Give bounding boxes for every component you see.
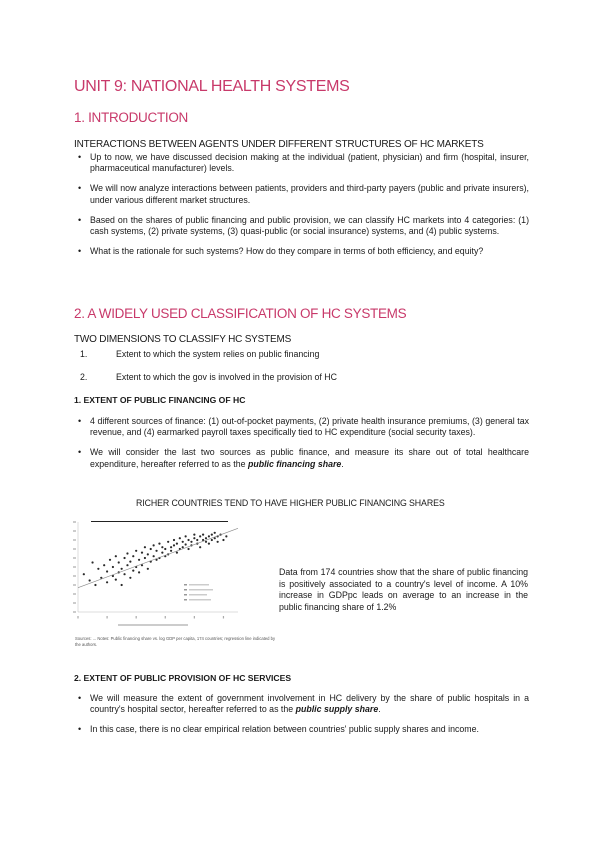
legend-label (189, 584, 209, 586)
scatter-point (202, 534, 204, 536)
list-item: • We will now analyze interactions between patients, providers and third-party payers (public and private insurers), under various different market structures. (74, 183, 529, 206)
scatter-point (199, 535, 201, 537)
scatter-point (205, 537, 207, 539)
scatter-point (126, 552, 128, 554)
scatter-point (211, 534, 213, 536)
y-tick (73, 611, 76, 612)
x-axis-ticks (77, 616, 224, 619)
scatter-point (179, 537, 181, 539)
dimension-text: Extent to which the system relies on public financing (116, 349, 320, 359)
scatter-point (199, 546, 201, 548)
scatter-point (167, 541, 169, 543)
scatter-point (173, 544, 175, 546)
scatter-point (103, 564, 105, 566)
trend-line (78, 528, 238, 587)
x-tick (136, 616, 137, 619)
scatter-point (161, 552, 163, 554)
intro-bullet-list (74, 152, 529, 266)
legend-swatch (184, 599, 187, 601)
list-item: • Up to now, we have discussed decision making at the individual (patient, physician) and firm (hospital, insurer, pharmaceutical manufacturer) levels. (74, 152, 529, 175)
y-tick (73, 602, 76, 603)
list-item: • 4 different sources of finance: (1) out-of-pocket payments, (2) private health insurance premiums, (3) general tax revenue, and (4) earmarked payroll taxes specifically tied to HC expenditure (social security taxes). (74, 416, 529, 439)
list-item: • We will measure the extent of government involvement in HC delivery by the share of public hospitals in a country's hospital sector, hereafter referred to as the public supply share. (74, 693, 529, 716)
legend-swatch (184, 584, 187, 586)
scatter-point (173, 539, 175, 541)
chart-explanation-text: Data from 174 countries show that the share of public financing is positively associated to a country's level of income. A 10% increase in GDPpc leads on average to an increase in the public financing share of 1.2% (279, 567, 528, 612)
list-item: • In this case, there is no clear empirical relation between countries' public supply shares and income. (74, 724, 529, 735)
scatter-point (138, 559, 140, 561)
list-item: • What is the rationale for such systems? How do they compare in terms of both efficiency, and equity? (74, 246, 529, 257)
y-tick (73, 521, 76, 522)
scatter-point (182, 546, 184, 548)
provision-heading: 2. EXTENT OF PUBLIC PROVISION OF HC SERVICES (74, 673, 292, 683)
scatter-point (190, 541, 192, 543)
dimension-item-1 (80, 349, 480, 361)
x-tick (165, 616, 166, 619)
public-financing-scatter-chart (72, 520, 242, 632)
y-tick (73, 566, 76, 567)
section-2-subheading: TWO DIMENSIONS TO CLASSIFY HC SYSTEMS (74, 334, 292, 345)
scatter-point (185, 543, 187, 545)
list-item: • We will consider the last two sources as public finance, and measure its share out of total healthcare expenditure, hereafter referred to as the public financing share. (74, 447, 529, 470)
scatter-point (83, 573, 85, 575)
scatter-point (132, 555, 134, 557)
public-supply-share-term: public supply share (295, 704, 379, 715)
x-tick (223, 616, 224, 619)
scatter-point (97, 568, 99, 570)
scatter-point (141, 552, 143, 554)
scatter-point (112, 566, 114, 568)
scatter-point (214, 532, 216, 534)
y-tick (73, 575, 76, 576)
scatter-point (182, 541, 184, 543)
scatter-point (208, 535, 210, 537)
public-financing-share-term: public financing share (247, 458, 342, 469)
scatter-point (187, 539, 189, 541)
scatter-point (89, 579, 91, 581)
scatter-point (187, 548, 189, 550)
scatter-point (217, 541, 219, 543)
scatter-point (193, 537, 195, 539)
provision-bullet-list (74, 693, 529, 744)
scatter-point (109, 559, 111, 561)
scatter-point (138, 571, 140, 573)
scatter-point (91, 561, 93, 563)
scatter-point (205, 541, 207, 543)
scatter-point (161, 546, 163, 548)
y-tick (73, 593, 76, 594)
scatter-point (185, 535, 187, 537)
dimension-number: 1. (80, 349, 88, 359)
scatter-point (123, 573, 125, 575)
scatter-point (123, 557, 125, 559)
page-title: UNIT 9: NATIONAL HEALTH SYSTEMS (74, 78, 350, 95)
dimension-item-2 (80, 372, 480, 384)
x-tick (77, 616, 78, 619)
scatter-point (121, 584, 123, 586)
scatter-point (222, 539, 224, 541)
y-axis-ticks (73, 521, 76, 612)
scatter-point (153, 544, 155, 546)
scatter-point (211, 539, 213, 541)
scatter-point (170, 546, 172, 548)
scatter-point (132, 570, 134, 572)
scatter-point (118, 561, 120, 563)
section-2-heading: 2. A WIDELY USED CLASSIFICATION OF HC SYSTEMS (74, 306, 407, 321)
x-axis-label (118, 624, 188, 626)
scatter-point (196, 539, 198, 541)
legend-label (189, 599, 211, 601)
scatter-point (129, 577, 131, 579)
financing-heading: 1. EXTENT OF PUBLIC FINANCING OF HC (74, 395, 246, 405)
legend-label (189, 589, 213, 591)
x-tick (106, 616, 107, 619)
chart-source-note: Sources: ... Notes: Public financing share vs. log GDP per capita, 174 countries; regression line indicated by the authors. (75, 636, 276, 647)
section-1-subheading: INTERACTIONS BETWEEN AGENTS UNDER DIFFERENT STRUCTURES OF HC MARKETS (74, 139, 484, 150)
list-item: • Based on the shares of public financing and public provision, we can classify HC markets into 4 categories: (1) cash systems, (2) private systems, (3) quasi-public (or social insurance) systems, and (4) public systems. (74, 215, 529, 238)
scatter-point (158, 543, 160, 545)
scatter-point (147, 568, 149, 570)
y-tick (73, 584, 76, 585)
chart-legend (184, 584, 213, 601)
scatter-point (164, 548, 166, 550)
scatter-point (106, 570, 108, 572)
scatter-point (115, 579, 117, 581)
scatter-point (225, 535, 227, 537)
legend-label (189, 594, 207, 596)
scatter-point (176, 552, 178, 554)
scatter-point (144, 546, 146, 548)
x-tick (194, 616, 195, 619)
scatter-point (176, 543, 178, 545)
scatter-point (106, 581, 108, 583)
scatter-point (155, 550, 157, 552)
dimension-number: 2. (80, 372, 88, 382)
legend-swatch (184, 589, 187, 591)
y-tick (73, 530, 76, 531)
section-1-heading: 1. INTRODUCTION (74, 110, 189, 125)
scatter-point (121, 568, 123, 570)
y-tick (73, 548, 76, 549)
scatter-point (126, 564, 128, 566)
scatter-point (144, 557, 146, 559)
y-tick (73, 539, 76, 540)
chart-caption: RICHER COUNTRIES TEND TO HAVE HIGHER PUBLIC FINANCING SHARES (136, 498, 445, 508)
scatter-point (129, 561, 131, 563)
y-tick (73, 557, 76, 558)
scatter-point (147, 553, 149, 555)
legend-swatch (184, 594, 187, 596)
dimension-text: Extent to which the gov is involved in the provision of HC (116, 372, 338, 382)
scatter-point (115, 555, 117, 557)
scatter-point (153, 555, 155, 557)
financing-bullet-list (74, 416, 529, 479)
scatter-point (135, 550, 137, 552)
scatter-point (94, 584, 96, 586)
scatter-point (170, 550, 172, 552)
scatter-point (208, 543, 210, 545)
scatter-point (193, 534, 195, 536)
scatter-point (150, 548, 152, 550)
